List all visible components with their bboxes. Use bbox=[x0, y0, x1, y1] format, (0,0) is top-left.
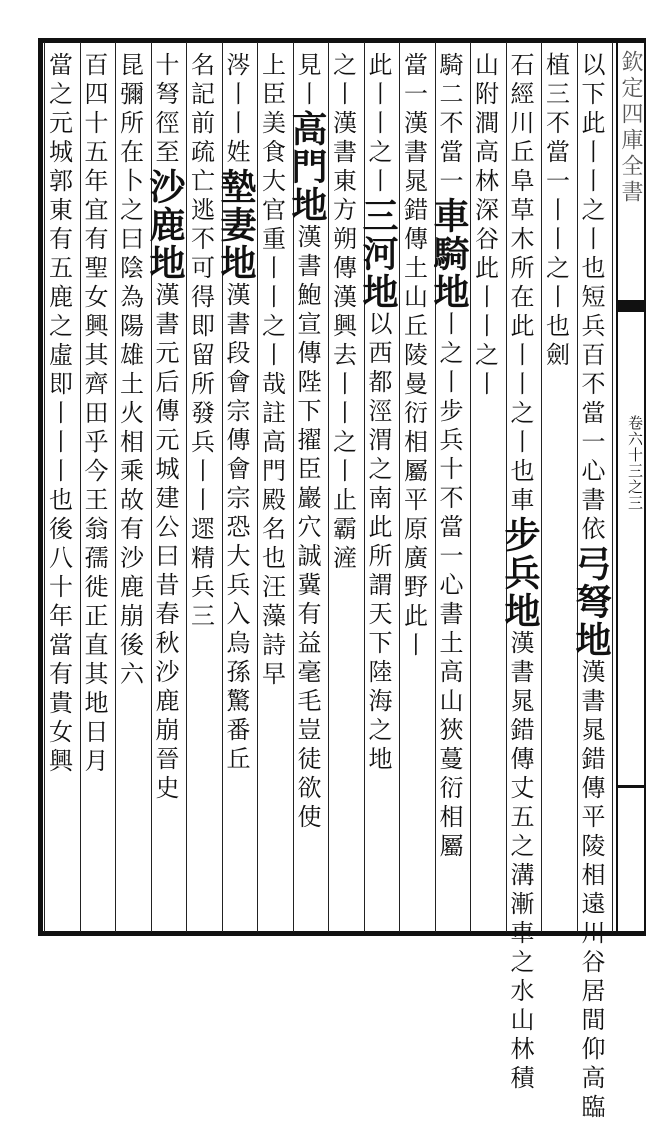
entry-text: 漢書段會宗傳會宗恐大兵入烏孫驚番丘 bbox=[222, 282, 250, 775]
entry-text: 當之元城郭東有五鹿之虛即丨丨丨也後八十年當有貴女興 bbox=[44, 52, 73, 777]
book-title: 欽定四庫全書 bbox=[618, 50, 643, 206]
band-divider bbox=[618, 785, 646, 788]
entry-text: 見丨 bbox=[293, 52, 321, 110]
entry-text: 當一 bbox=[399, 52, 428, 110]
text-column bbox=[357, 52, 399, 922]
entry-text: 漢書晁錯傳平陵相遠川谷居間仰高臨 bbox=[577, 659, 605, 1123]
column-rule bbox=[612, 42, 613, 932]
entry-text: 卜之曰陰為陽雄土火相乘故有沙鹿崩後六 bbox=[115, 168, 144, 690]
text-column bbox=[286, 52, 328, 922]
entry-text: 漢書鮑宣傳陛下擢臣巖穴誠冀有益毫毛豈徒欲使 bbox=[293, 224, 321, 833]
entry-heading: 三河地 bbox=[357, 197, 399, 311]
entry-text: 丨之丨步兵十不當一心書土高山狹蔓衍相屬 bbox=[435, 311, 463, 862]
text-column bbox=[570, 52, 612, 1123]
text-column bbox=[542, 52, 576, 922]
text-column bbox=[400, 52, 434, 922]
text-column bbox=[116, 52, 150, 922]
text-column bbox=[215, 52, 257, 922]
text-column bbox=[499, 52, 541, 1094]
entry-text: 百四十五年宜有聖女興其齊田乎今王翁孺徙正直其地日月 bbox=[80, 52, 108, 777]
entry-text: 名記前疏 bbox=[186, 52, 215, 168]
entry-text: 亡逃不可得即留所發兵丨丨遝精兵三 bbox=[186, 168, 215, 632]
volume-label: 卷六十三之三 bbox=[626, 415, 644, 511]
entry-text: 臣美食大官重丨丨之丨哉註高門殿名也汪藻詩早 bbox=[257, 81, 286, 690]
fishtail-mark bbox=[618, 300, 646, 312]
text-column bbox=[329, 52, 363, 922]
entry-text: 劍 bbox=[541, 342, 570, 371]
entry-heading: 高門地 bbox=[286, 110, 328, 224]
entry-heading: 步兵地 bbox=[499, 516, 541, 630]
entry-text: 山附澗高林深谷此丨丨之丨 bbox=[470, 52, 499, 400]
entry-text: 騎二不當一 bbox=[435, 52, 463, 197]
entry-heading: 墊妻地 bbox=[215, 168, 257, 282]
entry-text: 石經川丘阜草木所在此丨丨之丨也車 bbox=[506, 52, 534, 516]
entry-text: 以西都涇渭之南此所謂天下陸海之地 bbox=[364, 311, 392, 775]
entry-heading: 沙鹿地 bbox=[144, 168, 186, 282]
entry-text: 十弩徑至 bbox=[151, 52, 179, 168]
text-column bbox=[81, 52, 115, 922]
text-column bbox=[144, 52, 186, 922]
text-column bbox=[187, 52, 221, 922]
entry-text: 漢書晁錯傳土山丘陵曼衍相屬平原廣野此丨 bbox=[399, 110, 428, 661]
entry-text: 漢書晁錯傳丈五之溝漸車之水山林積 bbox=[506, 630, 534, 1094]
entry-text: 漢書元后傳元城建公曰昔春秋沙鹿崩晉史 bbox=[151, 282, 179, 804]
entry-text: 漢書東方朔傳漢興去丨丨之丨止霸滻 bbox=[328, 110, 357, 574]
text-column bbox=[258, 52, 292, 922]
entry-text: 昆彌所在 bbox=[115, 52, 144, 168]
entry-text: 此丨丨之丨 bbox=[364, 52, 392, 197]
entry-text: 植三不當一丨丨之丨也 bbox=[541, 52, 570, 342]
text-column bbox=[471, 52, 505, 922]
entry-heading: 弓弩地 bbox=[570, 545, 612, 659]
text-column bbox=[428, 52, 470, 922]
entry-text: 以下此丨丨之丨也短兵百不當一心書依 bbox=[577, 52, 605, 545]
entry-text: 涔丨丨姓 bbox=[222, 52, 250, 168]
entry-text: 上 bbox=[257, 52, 286, 81]
text-column bbox=[45, 52, 79, 922]
entry-heading: 車騎地 bbox=[428, 197, 470, 311]
entry-text: 之丨 bbox=[328, 52, 357, 110]
